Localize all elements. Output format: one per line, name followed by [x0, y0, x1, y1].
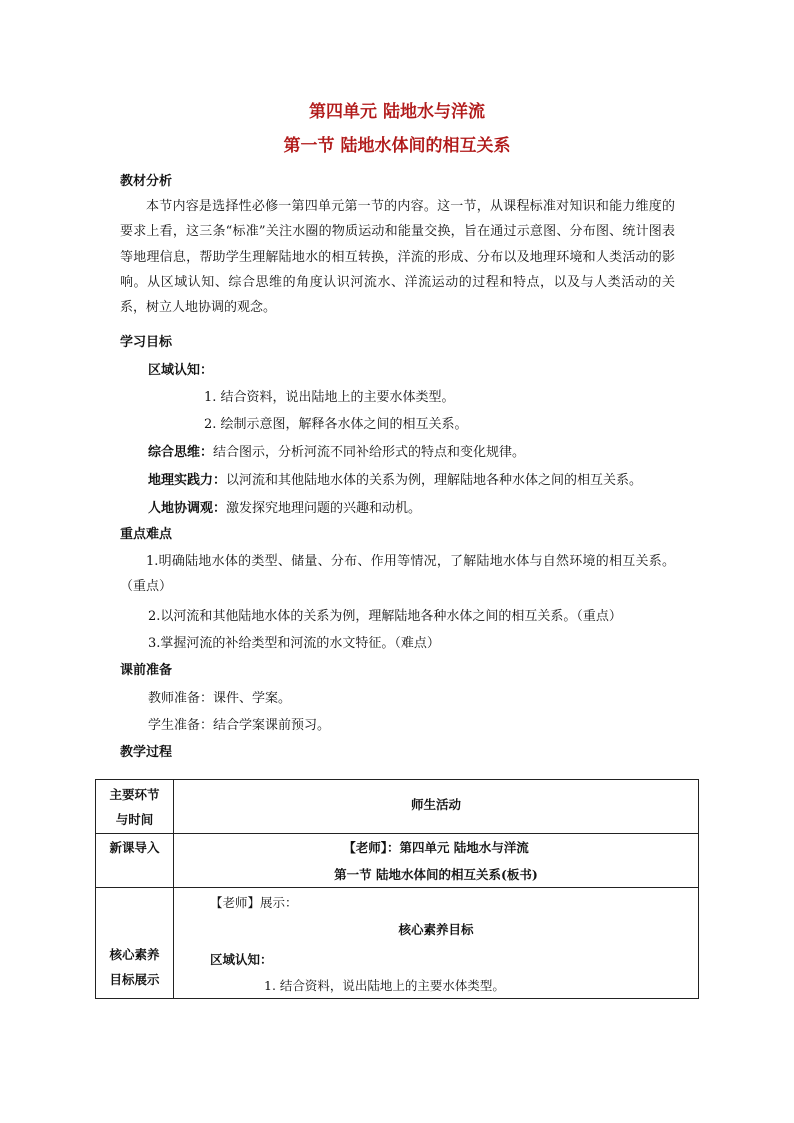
row-intro-label-cell — [96, 834, 174, 888]
row-core-label-line2: 目标展示 — [109, 972, 160, 987]
row-core-label-cell — [96, 888, 174, 999]
row-core-content-cell — [174, 888, 699, 999]
row-intro-label: 新课导入 — [109, 840, 160, 855]
harmony-label: 人地协调观： — [148, 501, 227, 516]
key-points-heading: 重点难点 — [120, 527, 173, 542]
thinking-objective — [148, 441, 525, 460]
practice-label: 地理实践力： — [148, 473, 227, 488]
row-core-line1: 【老师】展示： — [210, 895, 298, 910]
harmony-text: 激发探究地理问题的兴趣和动机。 — [226, 501, 422, 516]
header-stage-line1: 主要环节 — [109, 787, 160, 802]
student-preparation: 学生准备：结合学案课前预习。 — [148, 718, 331, 733]
header-stage-cell — [96, 780, 174, 834]
harmony-objective — [148, 497, 421, 516]
row-core-line3: 区域认知： — [210, 952, 273, 967]
practice-objective — [148, 469, 642, 488]
table-row — [96, 888, 699, 999]
thinking-text: 结合图示，分析河流不同补给形式的特点和变化规律。 — [213, 445, 526, 460]
key-point-3: 3.掌握河流的补给类型和河流的水文特征。（难点） — [148, 636, 440, 651]
region-item-2: 2. 绘制示意图，解释各水体之间的相互关系。 — [204, 417, 468, 432]
unit-title: 第四单元 陆地水与洋流 — [309, 102, 485, 122]
teacher-preparation: 教师准备：课件、学案。 — [148, 691, 292, 706]
region-item-1: 1. 结合资料，说出陆地上的主要水体类型。 — [204, 390, 455, 405]
table-header-row — [96, 780, 699, 834]
analysis-paragraph: 本节内容是选择性必修一第四单元第一节的内容。这一节，从课程标准对知识和能力维度的要求上看，这三条“标准”关注水圈的物质运动和能量交换，旨在通过示意图、分布图、统计图表等地理信息，帮助学生理解陆地水的相互转换，洋流的形成、分布以及地理环境和人类活动的影响。从区域认知、综合思维的角度认识河流水、洋流运动的过程和特点，以及与人类活动的关系，树立人地协调的观念。 — [120, 199, 675, 316]
teaching-process-table — [95, 779, 699, 999]
table-row — [96, 834, 699, 888]
row-core-label-line1: 核心素养 — [109, 947, 160, 962]
header-activity-cell — [174, 780, 699, 834]
row-core-line4: 1. 结合资料，说出陆地上的主要水体类型。 — [264, 978, 505, 993]
process-heading: 教学过程 — [120, 745, 173, 760]
thinking-label: 综合思维： — [148, 445, 214, 460]
practice-text: 以河流和其他陆地水体的关系为例，理解陆地各种水体之间的相互关系。 — [226, 473, 643, 488]
section-title: 第一节 陆地水体间的相互关系 — [283, 136, 511, 156]
row-intro-content-cell — [174, 834, 699, 888]
row-intro-line1: 【老师】：第四单元 陆地水与洋流 — [343, 840, 529, 855]
key-point-2: 2.以河流和其他陆地水体的关系为例，理解陆地各种水体之间的相互关系。（重点） — [148, 609, 622, 624]
region-cognition-label: 区域认知： — [148, 363, 214, 378]
row-core-line2: 核心素养目标 — [398, 922, 474, 937]
row-intro-line2: 第一节 陆地水体间的相互关系(板书) — [334, 867, 538, 882]
objectives-heading: 学习目标 — [120, 335, 173, 350]
header-stage-line2: 与时间 — [115, 812, 154, 827]
key-point-1: 1.明确陆地水体的类型、储量、分布、作用等情况，了解陆地水体与自然环境的相互关系。（重点） — [120, 554, 675, 595]
preparation-heading: 课前准备 — [120, 663, 173, 678]
header-activity-label: 师生活动 — [410, 797, 461, 812]
analysis-heading: 教材分析 — [120, 174, 173, 189]
